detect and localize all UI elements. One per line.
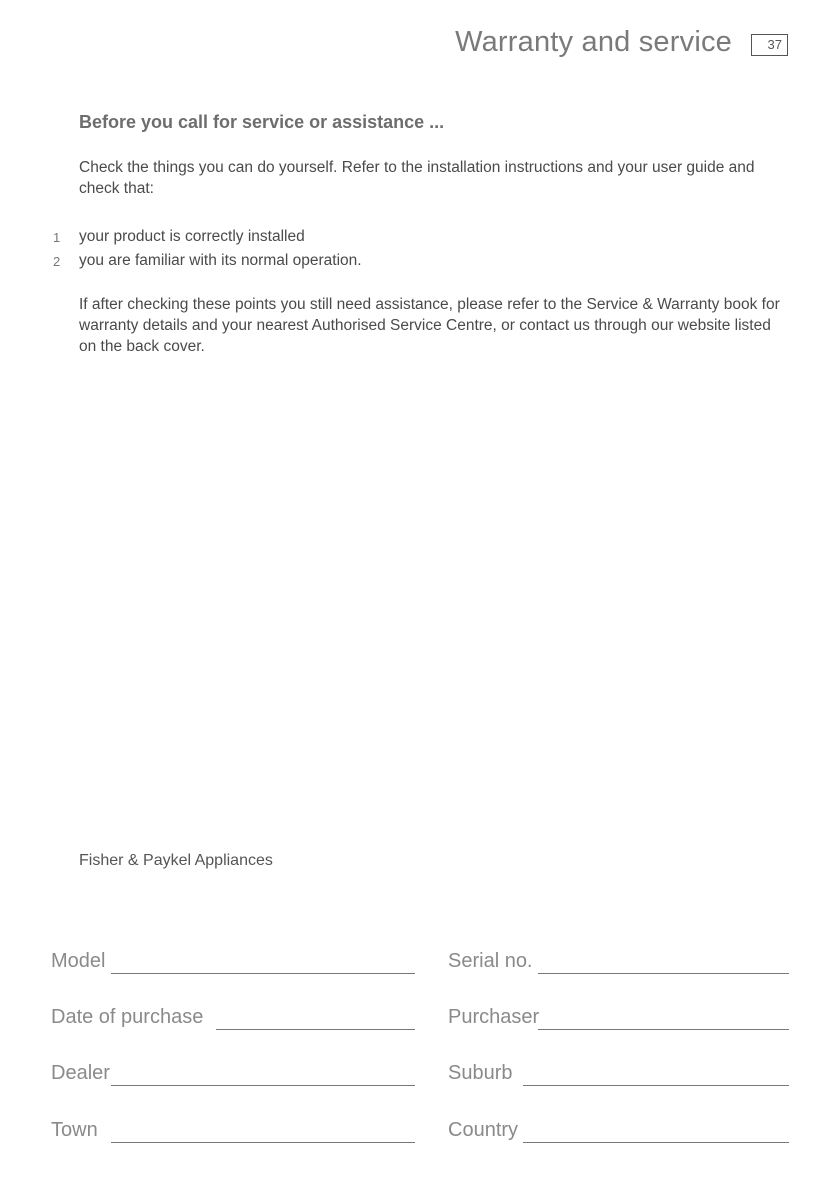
section-heading: Before you call for service or assistance ... xyxy=(79,112,445,132)
page-number-box: 37 xyxy=(751,34,788,56)
company-name: Fisher & Paykel Appliances xyxy=(79,852,273,869)
serial-field[interactable] xyxy=(448,944,789,978)
purchaser-line[interactable] xyxy=(538,1029,789,1030)
checklist-number: 2 xyxy=(53,254,61,269)
form-row xyxy=(0,1000,840,1040)
serial-label: Serial no. xyxy=(448,950,533,972)
dealer-label: Dealer xyxy=(51,1062,110,1084)
suburb-line[interactable] xyxy=(523,1085,789,1086)
intro-paragraph: Check the things you can do yourself. Refer to the installation instructions and your user guide and check that: xyxy=(79,159,755,197)
country-line[interactable] xyxy=(523,1142,789,1143)
suburb-field[interactable] xyxy=(448,1056,789,1090)
followup-paragraph: If after checking these points you still need assistance, please refer to the Service & Warranty book for warranty details and your nearest Authorised Service Centre, or contact us through our website listed on the back cover. xyxy=(79,296,780,355)
checklist-item xyxy=(0,228,840,252)
town-label: Town xyxy=(51,1119,98,1141)
dealer-field[interactable] xyxy=(51,1056,415,1090)
town-field[interactable] xyxy=(51,1113,415,1147)
date-of-purchase-line[interactable] xyxy=(216,1029,415,1030)
checklist-item xyxy=(0,252,840,276)
form-row xyxy=(0,1056,840,1096)
model-label: Model xyxy=(51,950,106,972)
checklist-text: your product is correctly installed xyxy=(79,228,305,245)
checklist xyxy=(0,228,840,276)
form-row xyxy=(0,1113,840,1153)
purchaser-label: Purchaser xyxy=(448,1006,540,1028)
dealer-line[interactable] xyxy=(111,1085,415,1086)
model-line[interactable] xyxy=(111,973,415,974)
serial-line[interactable] xyxy=(538,973,789,974)
town-line[interactable] xyxy=(111,1142,415,1143)
checklist-text: you are familiar with its normal operation. xyxy=(79,252,362,269)
form-row xyxy=(0,944,840,984)
checklist-number: 1 xyxy=(53,230,61,245)
date-of-purchase-field[interactable] xyxy=(51,1000,415,1034)
page-title: Warranty and service xyxy=(455,26,732,58)
date-of-purchase-label: Date of purchase xyxy=(51,1006,204,1028)
model-field[interactable] xyxy=(51,944,415,978)
purchaser-field[interactable] xyxy=(448,1000,789,1034)
suburb-label: Suburb xyxy=(448,1062,513,1084)
country-label: Country xyxy=(448,1119,519,1141)
country-field[interactable] xyxy=(448,1113,789,1147)
